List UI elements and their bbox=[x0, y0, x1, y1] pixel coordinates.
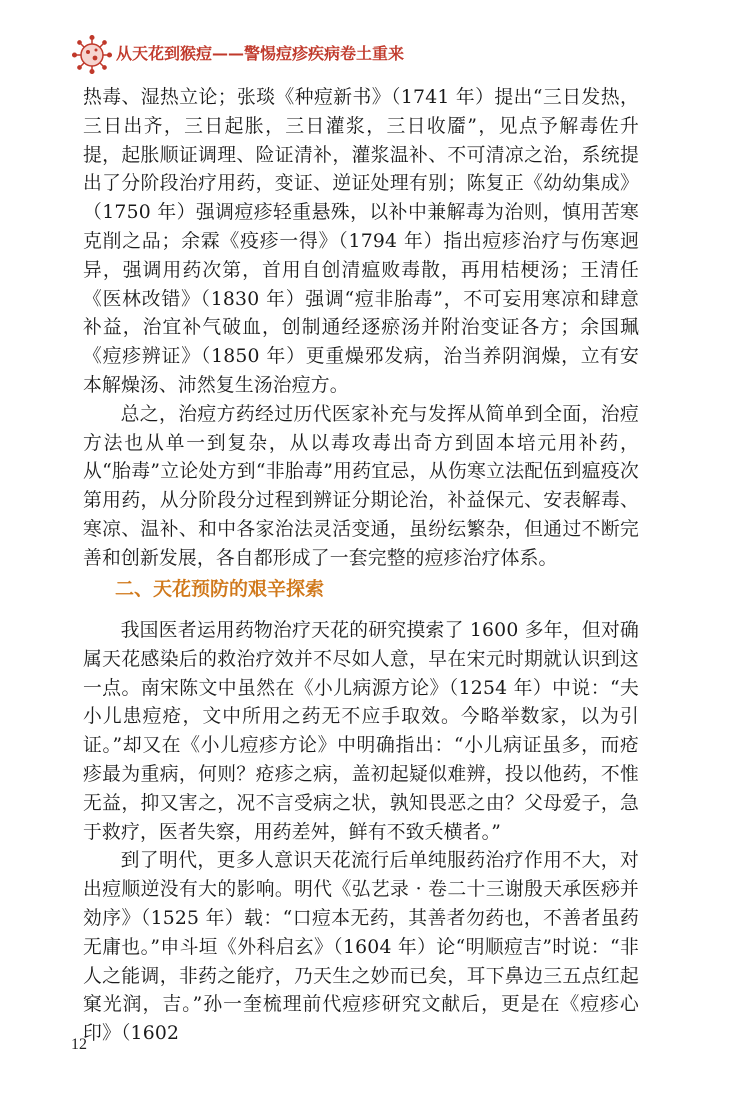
body-paragraph: 热毒、湿热立论；张琰《种痘新书》（1741 年）提出“三日发热，三日出齐，三日起胀，三日灌浆，三日收靥”，见点予解毒佐升提，起胀顺证调理、险证清补，灌浆温补、不可清凉之治，系统提出了分阶段治疗用药，变证、逆证处理有别；陈复正《幼幼集成》（1750 年）强调痘疹轻重悬殊，以补中兼解毒为治则，慎用苦寒克削之品；余霖《疫疹一得》（1794 年）指出痘疹治疗与伤寒迥异，强调用药次第，首用自创清瘟败毒散，再用桔梗汤；王清任《医林改错》（1830 年）强调“痘非胎毒”，不可妄用寒凉和肆意补益，治宜补气破血，创制通经逐瘀汤并附治变证各方；余国珮《痘疹辨证》（1850 年）更重燥邪发病，治当养阴润燥，立有安本解燥汤、沛然复生汤治痘方。 bbox=[83, 87, 639, 396]
page-number: 12 bbox=[71, 1036, 87, 1053]
body-text-block bbox=[83, 617, 639, 1049]
body-paragraph: 到了明代，更多人意识天花流行后单纯服药治疗作用不大，对出痘顺逆没有大的影响。明代《弘艺录 · 卷二十三谢殷天承医痧并効序》（1525 年）载：“口痘本无药，其善者勿药也，不善者虽药无庸也。”申斗垣《外科启玄》（1604 年）论“明顺痘吉”时说：“非人之能调，非药之能疗，乃天生之妙而已矣，耳下鼻边三五点红起窠光润，吉。”孙一奎梳理前代痘疹研究文献后，更是在《痘疹心印》（1602 bbox=[83, 850, 639, 1045]
section-heading: 二、天花预防的艰辛探索 bbox=[115, 578, 325, 600]
body-paragraph: 我国医者运用药物治疗天花的研究摸索了 1600 多年，但对确属天花感染后的救治疗效并不尽如人意，早在宋元时期就认识到这一点。南宋陈文中虽然在《小儿病源方论》（1254 年）中说：“夫小儿患痘疮，文中所用之药无不应手取效。今略举数家，以为引证。”却又在《小儿痘疹方论》中明确指出：“小儿病证虽多，而疮疹最为重病，何则？疮疹之病，盖初起疑似难辨，投以他药，不惟无益，抑又害之，况不言受病之状，孰知畏恶之由？父母爱子，急于救疗，医者失察，用药差舛，鲜有不致夭横者。” bbox=[83, 620, 639, 843]
running-header bbox=[72, 34, 672, 74]
header-title: 从天花到猴痘——警惕痘疹疾病卷土重来 bbox=[116, 44, 405, 63]
body-text-block bbox=[83, 84, 639, 574]
body-paragraph: 总之，治痘方药经过历代医家补充与发挥从简单到全面，治痘方法也从单一到复杂，从以毒攻毒出奇方到固本培元用补药，从“胎毒”立论处方到“非胎毒”用药宜忌，从伤寒立法配伍到瘟疫次第用药，从分阶段分过程到辨证分期论治，补益保元、安表解毒、寒凉、温补、和中各家治法灵活变通，虽纷纭繁杂，但通过不断完善和创新发展，各自都形成了一套完整的痘疹治疗体系。 bbox=[83, 403, 639, 569]
virus-particle-icon bbox=[72, 34, 112, 74]
